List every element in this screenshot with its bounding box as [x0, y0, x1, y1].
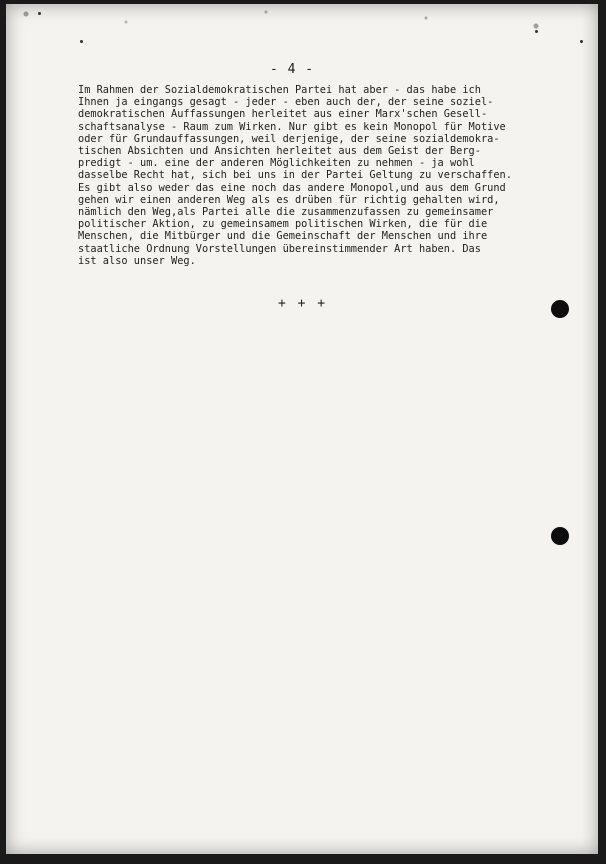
scan-speck: [38, 12, 41, 15]
body-paragraph: [78, 84, 598, 267]
text-line: dasselbe Recht hat, sich bei uns in der Partei Geltung zu verschaffen.: [78, 169, 512, 182]
text-line: predigt - um. eine der anderen Möglichkeiten zu nehmen - ja wohl: [78, 157, 475, 170]
text-line: schaftsanalyse - Raum zum Wirken. Nur gibt es kein Monopol für Motive: [78, 120, 506, 133]
text-line: nämlich den Weg,als Partei alle die zusammenzufassen zu gemeinsamer: [78, 206, 494, 219]
punch-hole: [551, 300, 569, 318]
punch-hole: [551, 527, 569, 545]
text-line: oder für Grundauffassungen, weil derjenige, der seine sozialdemokra-: [78, 132, 500, 145]
text-line: ist also unser Weg.: [78, 254, 196, 267]
text-line: gehen wir einen anderen Weg als es drüben für richtig gehalten wird,: [78, 193, 500, 206]
text-line: Im Rahmen der Sozialdemokratischen Partei hat aber - das habe ich: [78, 84, 481, 96]
scan-speck: [80, 40, 83, 43]
text-line: Menschen, die Mitbürger und die Gemeinschaft der Menschen und ihre: [78, 230, 488, 243]
text-line: staatliche Ordnung Vorstellungen übereinstimmender Art haben. Das: [78, 242, 481, 255]
scan-speck: [580, 40, 583, 43]
page-number: - 4 -: [270, 62, 315, 77]
text-line: Ihnen ja eingangs gesagt - jeder - eben auch der, der seine soziel-: [78, 96, 494, 109]
scan-speck: [535, 30, 538, 33]
text-line: politischer Aktion, zu gemeinsamem politischen Wirken, die für die: [78, 218, 488, 231]
text-line: demokratischen Auffassungen herleitet aus einer Marx'schen Gesell-: [78, 108, 488, 121]
text-line: tischen Absichten und Ansichten herleitet aus dem Geist der Berg-: [78, 145, 481, 158]
end-mark: + + +: [278, 296, 328, 311]
text-line: Es gibt also weder das eine noch das andere Monopol,und aus dem Grund: [78, 181, 506, 194]
